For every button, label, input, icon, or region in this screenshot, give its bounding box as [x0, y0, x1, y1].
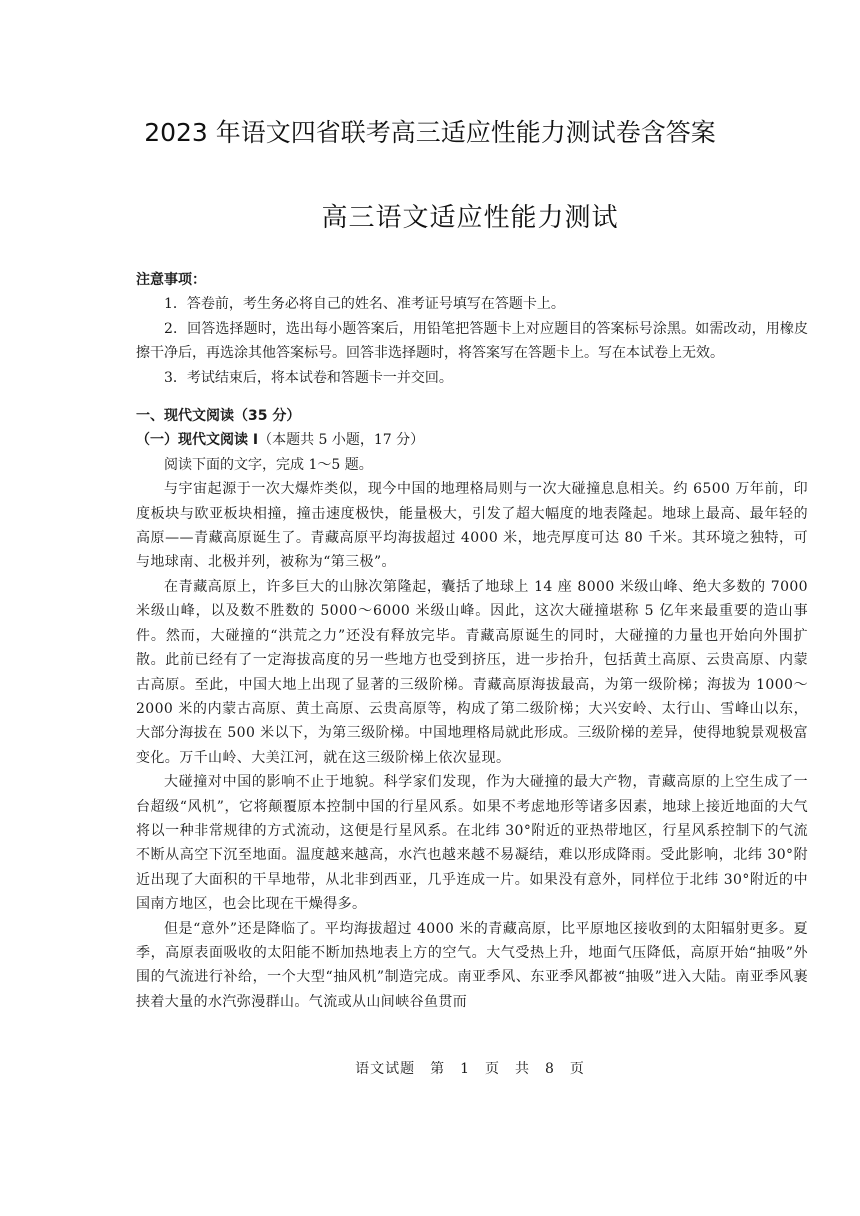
- passage-paragraph: 大碰撞对中国的影响不止于地貌。科学家们发现，作为大碰撞的最大产物，青藏高原的上空生成了一台超级“风机”，它将颠覆原本控制中国的行星风系。如果不考虑地形等诸多因素，地球上接近地面的大气将以一种非常规律的方式流动，这便是行星风系。在北纬 30°附近的亚热带地区，行星风系控制下的气流不断从高空下沉至地面。温度越来越高，水汽也越来越不易凝结，难以形成降雨。受此影响，北纬 30°附近出现了大面积的干旱地带，从北非到西亚，几乎连成一片。如果没有意外，同样位于北纬 30°附近的中国南方地区，也会比现在干燥得多。: [136, 774, 808, 913]
- notice-heading: 注意事项：: [136, 272, 206, 288]
- passage-paragraph: 在青藏高原上，许多巨大的山脉次第隆起，囊括了地球上 14 座 8000 米级山峰、绝大多数的 7000 米级山峰，以及数不胜数的 5000～6000 米级山峰。因此，这次大碰撞堪称 5 亿年来最重要的造山事件。然而，大碰撞的“洪荒之力”还没有释放完毕。青藏高原诞生的同时，大碰撞的力量也开始向外围扩散。此前已经有了一定海拔高度的另一些地方也受到挤压，进一步抬升，包括黄土高原、云贵高原、内蒙古高原。至此，中国大地上出现了显著的三级阶梯。青藏高原海拔最高，为第一级阶梯；海拔为 1000～2000 米的内蒙古高原、黄土高原、云贵高原等，构成了第二级阶梯；大兴安岭、太行山、雪峰山以东，大部分海拔在 500 米以下，为第三级阶梯。中国地理格局就此形成。三级阶梯的差异，使得地貌景观极富变化。万千山岭、大美江河，就在这三级阶梯上依次显现。: [136, 578, 808, 766]
- subsection-label: （一）现代文阅读 I: [136, 432, 259, 449]
- spacer: [136, 390, 808, 404]
- subsection-heading: [136, 428, 808, 452]
- passage-paragraph: 与宇宙起源于一次大爆炸类似，现今中国的地理格局则与一次大碰撞息息相关。约 6500 万年前，印度板块与欧亚板块相撞，撞击速度极快，能量极大，引发了超大幅度的地表隆起。地球上最高、最年轻的高原——青藏高原诞生了。青藏高原平均海拔超过 4000 米，地壳厚度可达 80 千米。其环境之独特，可与地球南、北极并列，被称为“第三极”。: [136, 481, 808, 571]
- section-heading: 一、现代文阅读（35 分）: [136, 408, 301, 425]
- passage-paragraph: 但是“意外”还是降临了。平均海拔超过 4000 米的青藏高原，比平原地区接收到的太阳辐射更多。夏季，高原表面吸收的太阳能不断加热地表上方的空气。大气受热上升，地面气压降低，高原开始“抽吸”外围的气流进行补给，一个大型“抽风机”制造完成。南亚季风、东亚季风都被“抽吸”进入大陆。南亚季风裹挟着大量的水汽弥漫群山。气流或从山间峡谷鱼贯而: [136, 920, 808, 1010]
- page-body: [136, 268, 808, 1014]
- document-title: 2023 年语文四省联考高三适应性能力测试卷含答案: [144, 118, 716, 147]
- reading-instruction: 阅读下面的文字，完成 1～5 题。: [164, 456, 373, 473]
- exam-title: 高三语文适应性能力测试: [321, 203, 619, 233]
- subsection-note: （本题共 5 小题，17 分）: [258, 432, 425, 449]
- page-footer: 语文试题 第 1 页 共 8 页: [355, 1061, 585, 1077]
- notice-item: 2．回答选择题时，选出每小题答案后，用铅笔把答题卡上对应题目的答案标号涂黑。如需改动，用橡皮擦干净后，再选涂其他答案标号。回答非选择题时，将答案写在答题卡上。写在本试卷上无效。: [136, 320, 808, 362]
- notice-item: 1．答卷前，考生务必将自己的姓名、准考证号填写在答题卡上。: [164, 296, 565, 313]
- notice-item: 3．考试结束后，将本试卷和答题卡一并交回。: [164, 369, 453, 386]
